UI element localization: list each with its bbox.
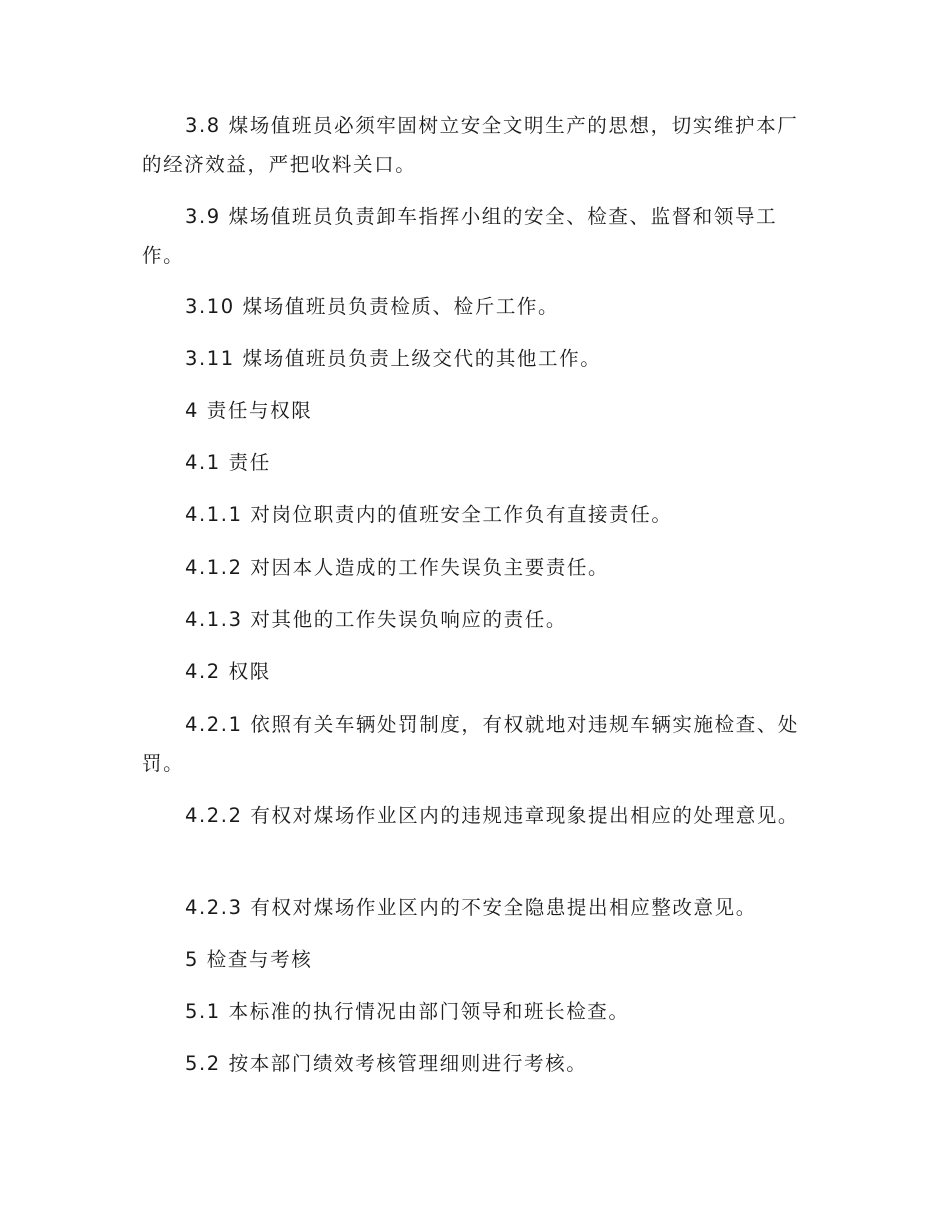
paragraph-5-2: 5.2 按本部门绩效考核管理细则进行考核。	[185, 1052, 588, 1075]
paragraph-4-1-2: 4.1.2 对因本人造成的工作失误负主要责任。	[185, 556, 610, 579]
paragraph-3-11: 3.11 煤场值班员负责上级交代的其他工作。	[185, 347, 602, 370]
heading-4-1: 4.1 责任	[185, 451, 271, 474]
paragraph-3-8: 3.8 煤场值班员必须牢固树立安全文明生产的思想，切实维护本厂的经济效益，严把收料关口。	[142, 114, 799, 176]
heading-section-4: 4 责任与权限	[185, 399, 313, 422]
paragraph-4-2-3: 4.2.3 有权对煤场作业区内的不安全隐患提出相应整改意见。	[185, 896, 757, 919]
heading-4-2: 4.2 权限	[185, 660, 271, 683]
paragraph-3-10: 3.10 煤场值班员负责检质、检斤工作。	[185, 295, 560, 318]
paragraph-3-9: 3.9 煤场值班员负责卸车指挥小组的安全、检查、监督和领导工作。	[142, 205, 778, 267]
paragraph-5-1: 5.1 本标准的执行情况由部门领导和班长检查。	[185, 1000, 630, 1023]
paragraph-4-2-1: 4.2.1 依照有关车辆处罚制度，有权就地对违规车辆实施检查、处罚。	[142, 713, 800, 775]
paragraph-4-1-3: 4.1.3 对其他的工作失误负响应的责任。	[185, 608, 567, 631]
paragraph-4-1-1: 4.1.1 对岗位职责内的值班安全工作负有直接责任。	[185, 503, 673, 526]
heading-section-5: 5 检查与考核	[185, 948, 313, 971]
paragraph-4-2-2: 4.2.2 有权对煤场作业区内的违规违章现象提出相应的处理意见。	[185, 804, 800, 827]
